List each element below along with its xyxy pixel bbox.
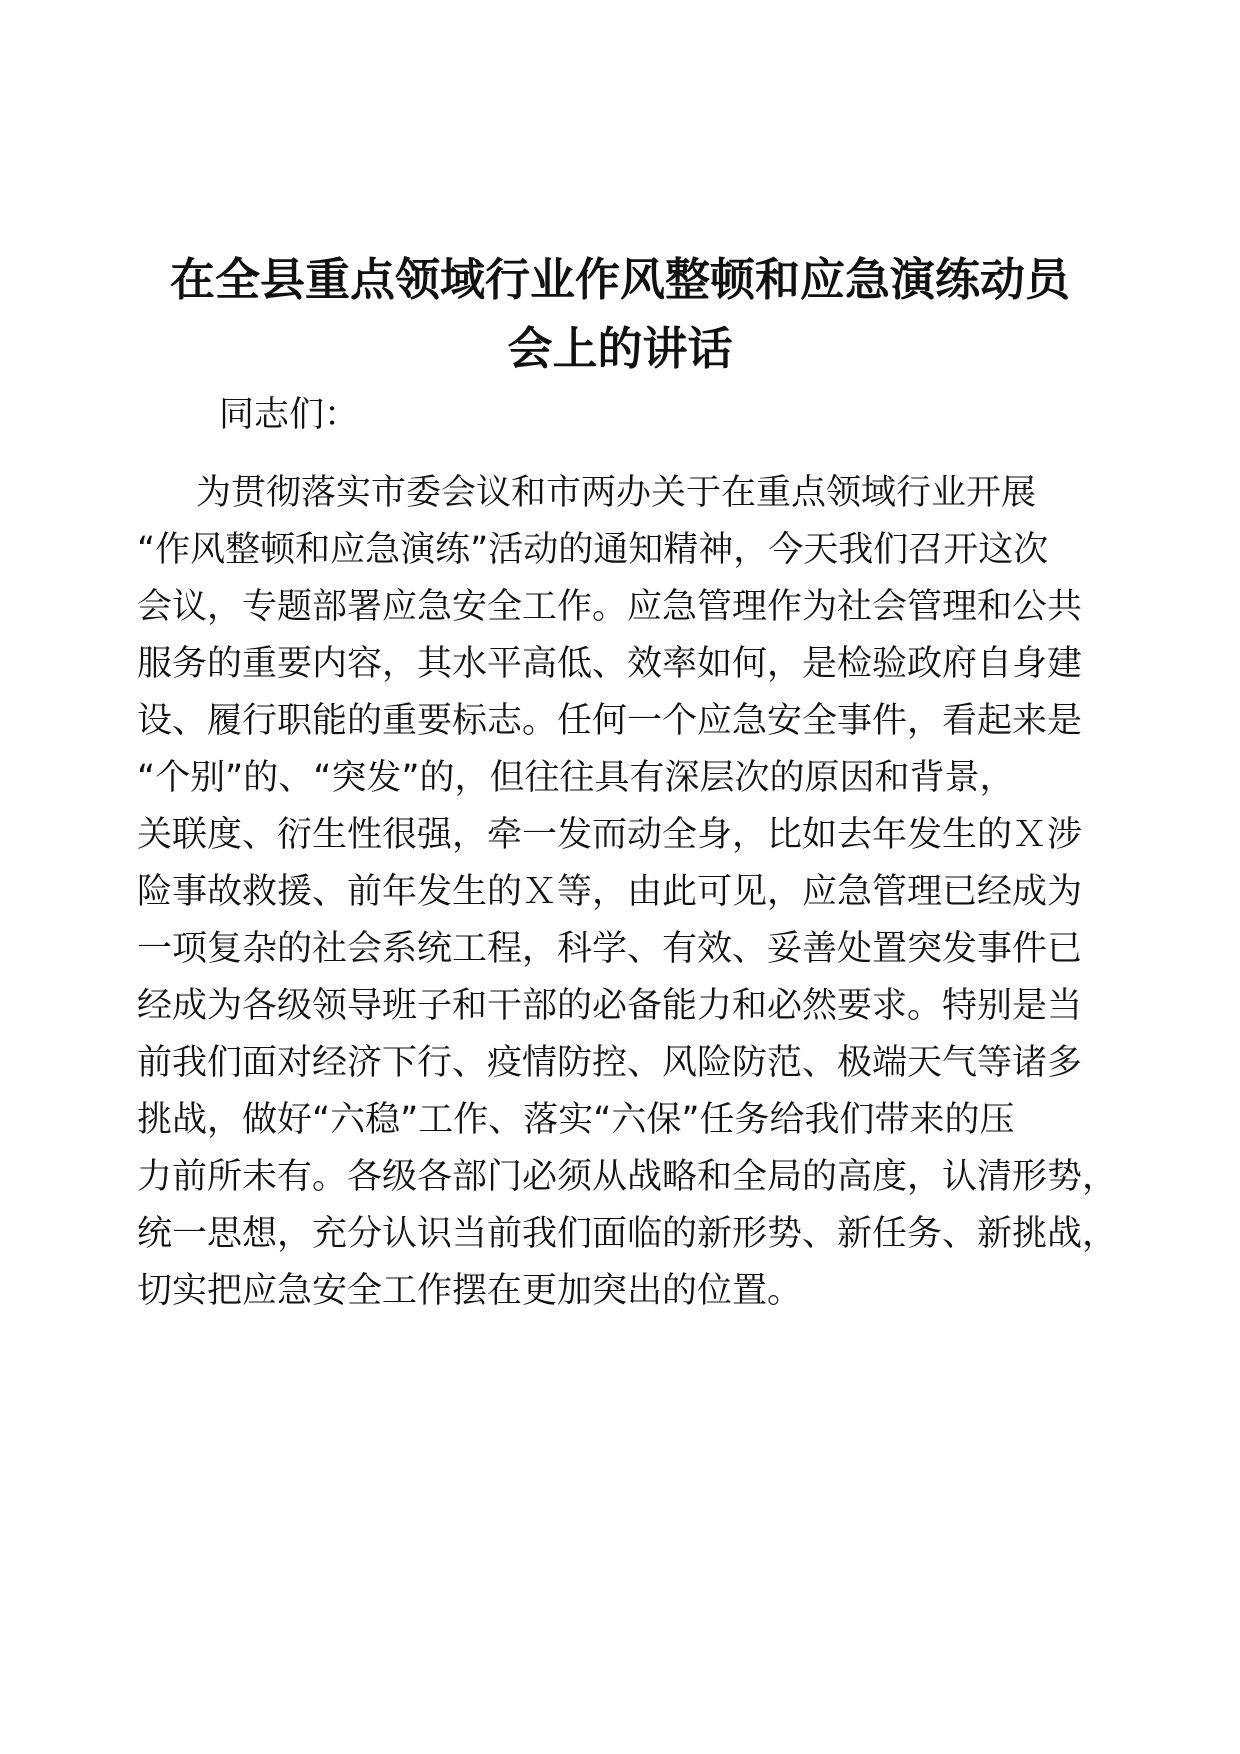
paragraph-line-12: 挑战，做好“六稳”工作、落实“六保”任务给我们带来的压 (137, 1100, 1015, 1140)
salutation: 同志们： (219, 395, 360, 435)
paragraph-line-15: 切实把应急安全工作摆在更加突出的位置。 (137, 1271, 803, 1311)
document-title-line-2: 会上的讲话 (507, 322, 733, 375)
document-title-line-1: 在全县重点领域行业作风整顿和应急演练动员 (169, 253, 1070, 306)
paragraph-line-6: “个别”的、“突发”的，但往往具有深层次的原因和背景， (137, 758, 1015, 798)
paragraph-line-2: “作风整顿和应急演练”活动的通知精神，今天我们召开这次 (137, 530, 1049, 570)
paragraph-line-13: 力前所未有。各级各部门必须从战略和全局的高度，认清形势， (137, 1157, 1118, 1197)
paragraph-line-1: 为贯彻落实市委会议和市两办关于在重点领域行业开展 (196, 473, 1037, 513)
paragraph-line-5: 设、履行职能的重要标志。任何一个应急安全事件，看起来是 (137, 701, 1083, 741)
paragraph-line-3: 会议，专题部署应急安全工作。应急管理作为社会管理和公共 (137, 587, 1083, 627)
paragraph-line-7: 关联度、衍生性很强，牵一发而动全身，比如去年发生的Ｘ涉 (137, 815, 1083, 855)
paragraph-line-9: 一项复杂的社会系统工程，科学、有效、妥善处置突发事件已 (137, 929, 1083, 969)
paragraph-line-10: 经成为各级领导班子和干部的必备能力和必然要求。特别是当 (137, 986, 1083, 1026)
paragraph-line-11: 前我们面对经济下行、疫情防控、风险防范、极端天气等诸多 (137, 1043, 1083, 1083)
paragraph-line-14: 统一思想，充分认识当前我们面临的新形势、新任务、新挑战， (137, 1214, 1118, 1254)
paragraph-line-8: 险事故救援、前年发生的Ｘ等，由此可见，应急管理已经成为 (137, 872, 1083, 912)
paragraph-line-4: 服务的重要内容，其水平高低、效率如何，是检验政府自身建 (137, 644, 1083, 684)
